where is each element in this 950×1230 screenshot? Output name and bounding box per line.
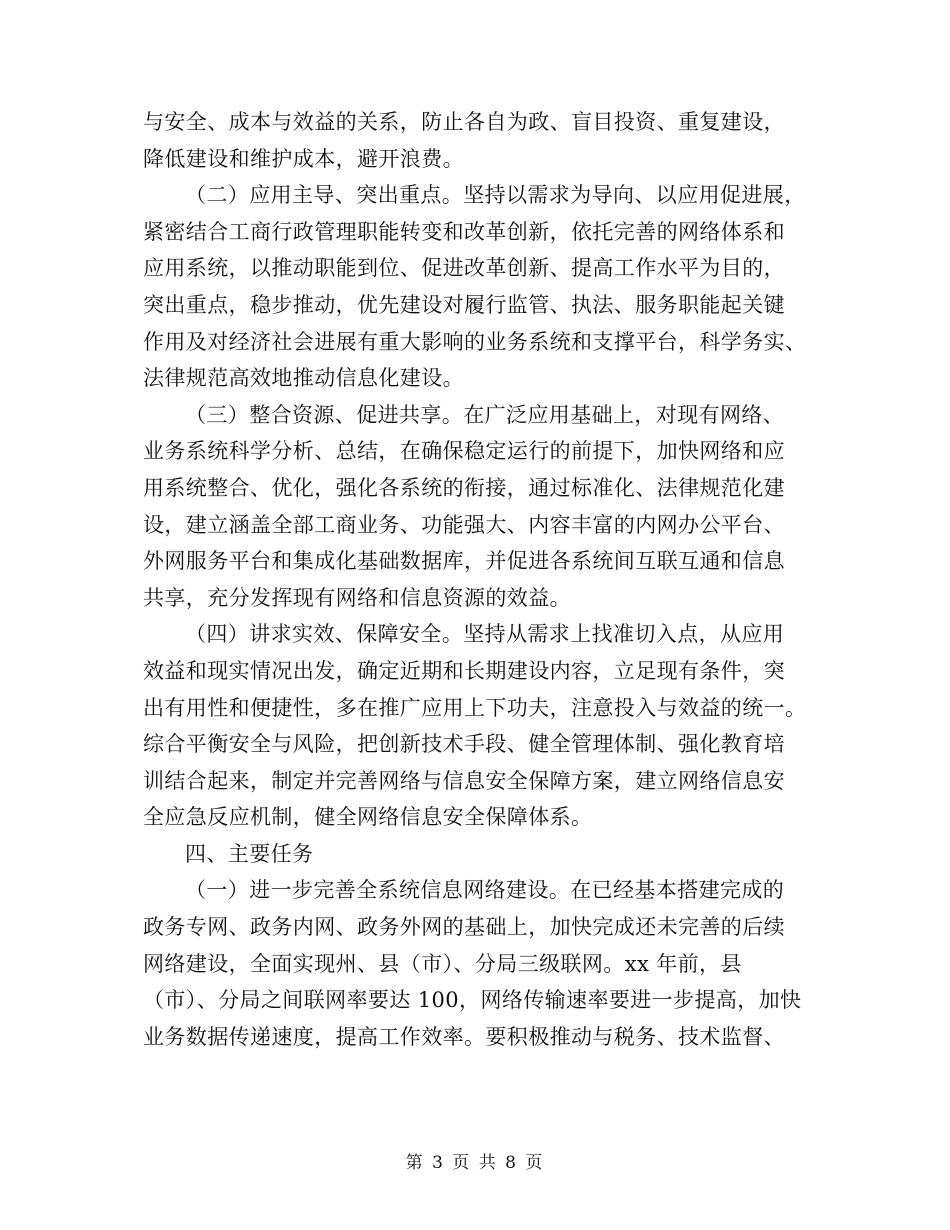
text-line: 用系统整合、优化，强化各系统的衔接，通过标准化、法律规范化建 (143, 475, 785, 500)
text-line: 全应急反应机制，健全网络信息安全保障体系。 (143, 805, 593, 830)
text-line: 突出重点，稳步推动，优先建设对履行监管、执法、服务职能起关键 (143, 292, 785, 317)
text-line: 作用及对经济社会进展有重大影响的业务系统和支撑平台，科学务实、 (143, 329, 807, 354)
text-line: 网络建设，全面实现州、县（市）、分局三级联网。xx 年前，县 (143, 951, 742, 976)
text-line: （四）讲求实效、保障安全。坚持从需求上找准切入点，从应用 (185, 622, 785, 647)
page-number-footer: 第 3 页 共 8 页 (405, 1153, 545, 1173)
text-line: （二）应用主导、突出重点。坚持以需求为导向、以应用促进展， (185, 183, 806, 208)
text-line: 出有用性和便捷性，多在推广应用上下功夫，注意投入与效益的统一。 (143, 695, 807, 720)
text-line: 外网服务平台和集成化基础数据库，并促进各系统间互联互通和信息 (143, 549, 785, 574)
text-line: 共享，充分发挥现有网络和信息资源的效益。 (143, 585, 571, 610)
document-body (143, 104, 813, 1055)
text-line: 训结合起来，制定并完善网络与信息安全保障方案，建立网络信息安 (143, 768, 785, 793)
text-line: 应用系统，以推动职能到位、促进改革创新、提高工作水平为目的， (143, 256, 785, 281)
text-line: （市）、分局之间联网率要达 100，网络传输速率要进一步提高，加快 (143, 988, 802, 1013)
text-line: 业务数据传递速度，提高工作效率。要积极推动与税务、技术监督、 (143, 1024, 785, 1049)
text-line: （三）整合资源、促进共享。在广泛应用基础上，对现有网络、 (185, 402, 785, 427)
text-line: 与安全、成本与效益的关系，防止各自为政、盲目投资、重复建设， (143, 110, 785, 134)
text-line: 综合平衡安全与风险，把创新技术手段、健全管理体制、强化教育培 (143, 732, 785, 757)
text-line: 降低建设和维护成本，避开浪费。 (143, 146, 464, 171)
text-line: 设，建立涵盖全部工商业务、功能强大、内容丰富的内网办公平台、 (143, 512, 785, 537)
text-line: 业务系统科学分析、总结，在确保稳定运行的前提下，加快网络和应 (143, 439, 785, 464)
text-line: 紧密结合工商行政管理职能转变和改革创新，依托完善的网络体系和 (143, 219, 785, 244)
text-line: 效益和现实情况出发，确定近期和长期建设内容，立足现有条件，突 (143, 658, 785, 683)
text-line: （一）进一步完善全系统信息网络建设。在已经基本搭建完成的 (185, 878, 785, 903)
text-line: 法律规范高效地推动信息化建设。 (143, 366, 464, 391)
text-line: 四、主要任务 (185, 841, 314, 866)
text-line: 政务专网、政务内网、政务外网的基础上，加快完成还未完善的后续 (143, 915, 785, 940)
